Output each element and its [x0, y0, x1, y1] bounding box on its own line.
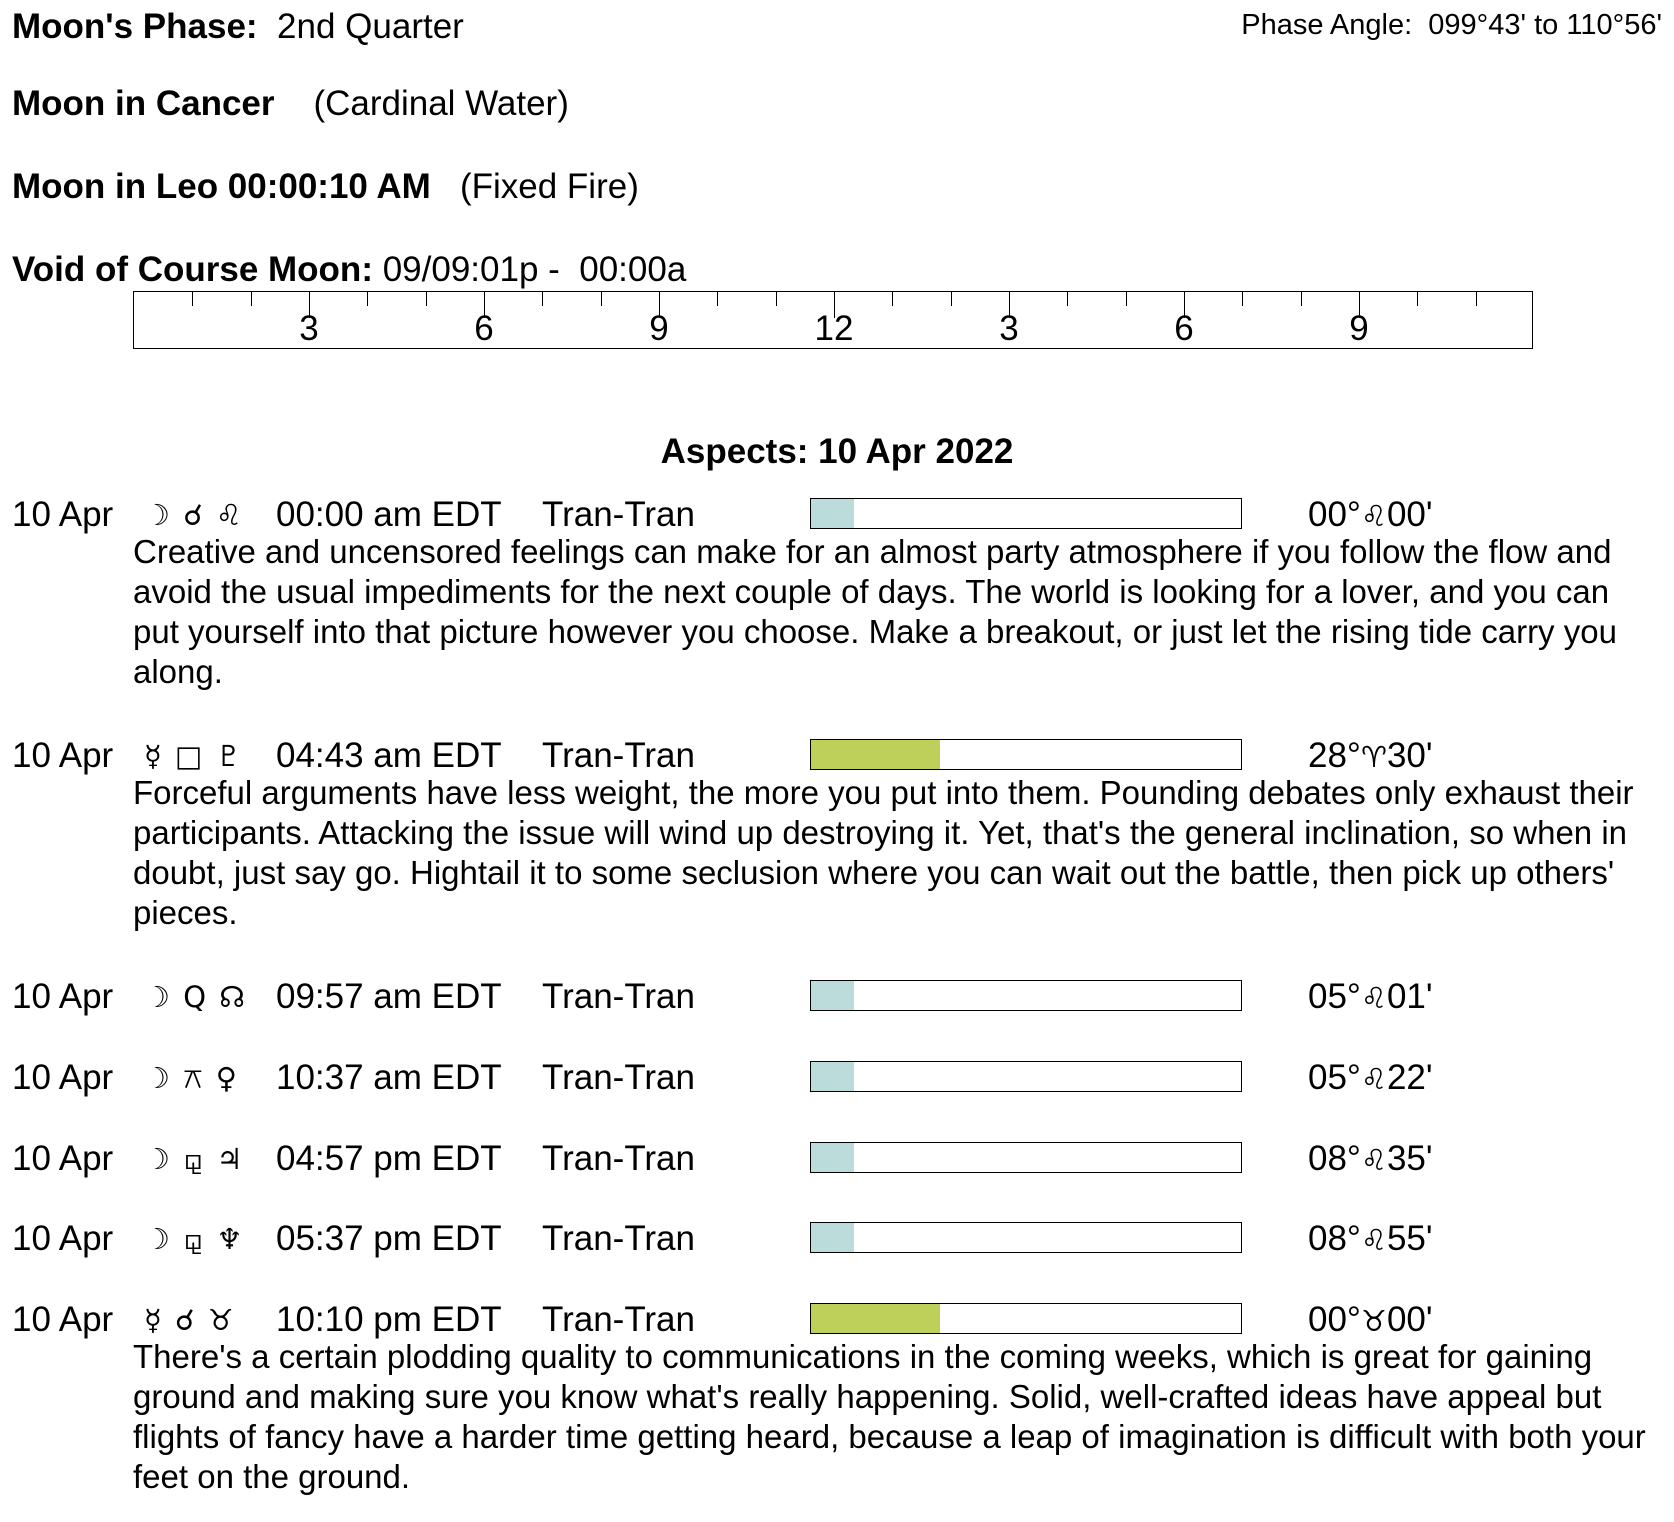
aspect-type: Tran-Tran [542, 736, 695, 775]
timeline-hour-label: 9 [1349, 309, 1369, 348]
timeline-hour-label: 12 [814, 309, 854, 348]
aspect-date: 10 Apr [12, 736, 114, 775]
aspect-strength-fill [811, 1143, 854, 1172]
timeline-hour-label: 6 [474, 309, 494, 348]
timeline-tick [426, 292, 427, 306]
aspect-time: 05:37 pm EDT [276, 1219, 502, 1258]
timeline-tick [892, 292, 893, 306]
zodiac-sign-icon: ♌ [1360, 981, 1387, 1015]
aspect-icon: □ [175, 739, 205, 773]
aspect-date: 10 Apr [12, 1058, 114, 1097]
aspect-strength-fill [811, 740, 940, 769]
void-of-course-label: Void of Course Moon: [12, 250, 373, 289]
aspect-position [1308, 495, 1433, 536]
moon-ingress-label: Moon in Leo 00:00:10 AM [12, 167, 431, 206]
phase-angle-label: Phase Angle: [1241, 9, 1413, 41]
planet-1-icon: ☽ [144, 1061, 172, 1095]
phase-angle-value: 099°43' to 110°56' [1428, 9, 1662, 41]
aspect-position [1308, 1139, 1433, 1180]
zodiac-sign-icon: ♌ [1360, 499, 1387, 533]
aspect-description: There's a certain plodding quality to communications in the coming weeks, which is great for gaining ground and making sure you know what's really happening. Solid, well-crafted ideas have appeal but flights of fancy have a harder time getting heard, because a leap of imagination is difficult with both your feet on the ground. [133, 1338, 1646, 1495]
aspect-strength-fill [811, 1062, 854, 1091]
timeline-tick [542, 292, 543, 306]
timeline-tick [601, 292, 602, 306]
position-minutes: 22' [1386, 1058, 1433, 1097]
position-degrees: 00° [1308, 1300, 1361, 1339]
aspect-strength-fill [811, 1223, 854, 1252]
timeline-hour-label: 3 [299, 309, 319, 348]
aspect-row [12, 1219, 1662, 1259]
aspect-row [12, 977, 1662, 1017]
planet-2-icon: ☊ [219, 980, 248, 1014]
position-minutes: 35' [1386, 1139, 1433, 1178]
planet-2-icon: ♀ [215, 1061, 240, 1095]
aspect-date: 10 Apr [12, 1139, 114, 1178]
aspect-time: 10:37 am EDT [276, 1058, 502, 1097]
phase-angle-line [1241, 8, 1662, 42]
timeline-hour-label: 9 [649, 309, 669, 348]
planet-1-icon: ☿ [144, 739, 164, 773]
planet-2-icon: ♉ [207, 1303, 236, 1337]
planet-2-icon: ♆ [216, 1222, 245, 1256]
moon-sign-quality: (Cardinal Water) [313, 84, 569, 123]
aspect-row [12, 736, 1662, 776]
void-of-course-value: 09/09:01p - 00:00a [382, 250, 687, 289]
position-minutes: 00' [1386, 1300, 1433, 1339]
aspect-icon: ⚼ [183, 1142, 206, 1176]
aspect-strength-bar [810, 1222, 1242, 1253]
void-of-course-timeline [133, 291, 1533, 349]
aspect-time: 04:57 pm EDT [276, 1139, 502, 1178]
position-degrees: 05° [1308, 1058, 1361, 1097]
aspect-glyphs [144, 736, 244, 776]
position-minutes: 00' [1386, 495, 1433, 534]
aspects-title: Aspects: 10 Apr 2022 [660, 432, 1014, 471]
planet-1-icon: ☽ [144, 1222, 172, 1256]
aspect-date: 10 Apr [12, 1300, 114, 1339]
zodiac-sign-icon: ♌ [1360, 1143, 1387, 1177]
aspect-glyphs [144, 977, 247, 1017]
zodiac-sign-icon: ♉ [1360, 1304, 1387, 1338]
aspect-position [1308, 1300, 1433, 1341]
planet-1-icon: ☽ [144, 498, 172, 532]
planet-1-icon: ☿ [144, 1303, 164, 1337]
position-degrees: 00° [1308, 495, 1361, 534]
aspect-strength-bar [810, 1061, 1242, 1092]
aspect-type: Tran-Tran [542, 1300, 695, 1339]
moon-phase-value: 2nd Quarter [277, 7, 464, 46]
aspect-strength-fill [811, 1304, 940, 1333]
aspect-icon: ☌ [183, 498, 205, 532]
aspect-date: 10 Apr [12, 495, 114, 534]
position-minutes: 30' [1386, 736, 1433, 775]
aspect-type: Tran-Tran [542, 1219, 695, 1258]
moon-sign-line [12, 84, 569, 124]
timeline-tick [192, 292, 193, 306]
position-degrees: 28° [1308, 736, 1361, 775]
timeline-tick [1417, 292, 1418, 306]
aspect-row [12, 1300, 1662, 1340]
aspect-strength-bar [810, 739, 1242, 770]
planet-1-icon: ☽ [144, 980, 172, 1014]
aspect-type: Tran-Tran [542, 1139, 695, 1178]
aspect-icon: ⚻ [183, 1061, 205, 1095]
aspect-row [12, 495, 1662, 535]
moon-ingress-line [12, 167, 639, 207]
aspect-position [1308, 977, 1433, 1018]
position-minutes: 01' [1386, 977, 1433, 1016]
zodiac-sign-icon: ♈ [1360, 740, 1387, 774]
timeline-tick [1301, 292, 1302, 306]
timeline-hour-label: 6 [1174, 309, 1194, 348]
moon-phase-label: Moon's Phase: [12, 7, 258, 46]
aspect-date: 10 Apr [12, 977, 114, 1016]
aspect-strength-bar [810, 498, 1242, 529]
aspect-glyphs [144, 1139, 244, 1179]
aspect-glyphs [144, 1058, 239, 1098]
aspect-strength-bar [810, 1303, 1242, 1334]
aspect-row [12, 1058, 1662, 1098]
aspect-description: Creative and uncensored feelings can make for an almost party atmosphere if you follow the flow and avoid the usual impediments for the next couple of days. The world is looking for a lover, and you can put yourself into that picture however you choose. Make a breakout, or just let the rising tide carry you along. [133, 533, 1617, 690]
aspect-position [1308, 736, 1433, 777]
moon-ingress-quality: (Fixed Fire) [459, 167, 639, 206]
moon-phase-line [12, 7, 464, 47]
timeline-tick [951, 292, 952, 306]
timeline-tick [1067, 292, 1068, 306]
timeline-hour-label: 3 [999, 309, 1019, 348]
position-degrees: 05° [1308, 977, 1361, 1016]
timeline-tick [1126, 292, 1127, 306]
aspect-time: 10:10 pm EDT [276, 1300, 502, 1339]
position-minutes: 55' [1386, 1219, 1433, 1258]
aspect-position [1308, 1219, 1433, 1260]
zodiac-sign-icon: ♌ [1360, 1223, 1387, 1257]
position-degrees: 08° [1308, 1139, 1361, 1178]
aspect-strength-fill [811, 499, 854, 528]
aspect-glyphs [144, 1219, 244, 1259]
aspect-strength-fill [811, 981, 854, 1010]
void-of-course-line [12, 250, 686, 290]
aspect-strength-bar [810, 1142, 1242, 1173]
aspect-icon: ☌ [175, 1303, 197, 1337]
planet-2-icon: ♃ [216, 1142, 245, 1176]
planet-2-icon: ♌ [215, 498, 244, 532]
position-degrees: 08° [1308, 1219, 1361, 1258]
aspect-row [12, 1139, 1662, 1179]
aspect-type: Tran-Tran [542, 977, 695, 1016]
aspect-position [1308, 1058, 1433, 1099]
aspect-time: 09:57 am EDT [276, 977, 502, 1016]
timeline-tick [776, 292, 777, 306]
timeline-tick [1242, 292, 1243, 306]
aspect-strength-bar [810, 980, 1242, 1011]
moon-sign-label: Moon in Cancer [12, 84, 275, 123]
aspect-icon: ⚼ [183, 1222, 206, 1256]
timeline-tick [717, 292, 718, 306]
aspect-time: 00:00 am EDT [276, 495, 502, 534]
aspect-glyphs [144, 1300, 236, 1340]
aspect-description: Forceful arguments have less weight, the more you put into them. Pounding debates only exhaust their participants. Attacking the issue will wind up destroying it. Yet, that's the general inclination, so when in doubt, just say go. Hightail it to some seclusion where you can wait out the battle, then pick up others' pieces. [133, 774, 1634, 931]
aspect-date: 10 Apr [12, 1219, 114, 1258]
aspect-time: 04:43 am EDT [276, 736, 502, 775]
timeline-tick [367, 292, 368, 306]
timeline-tick [251, 292, 252, 306]
planet-2-icon: ♇ [215, 739, 244, 773]
aspect-type: Tran-Tran [542, 1058, 695, 1097]
timeline-tick [1476, 292, 1477, 306]
aspect-glyphs [144, 495, 244, 535]
aspect-type: Tran-Tran [542, 495, 695, 534]
zodiac-sign-icon: ♌ [1360, 1062, 1387, 1096]
planet-1-icon: ☽ [144, 1142, 172, 1176]
aspect-icon: Q [183, 980, 209, 1014]
